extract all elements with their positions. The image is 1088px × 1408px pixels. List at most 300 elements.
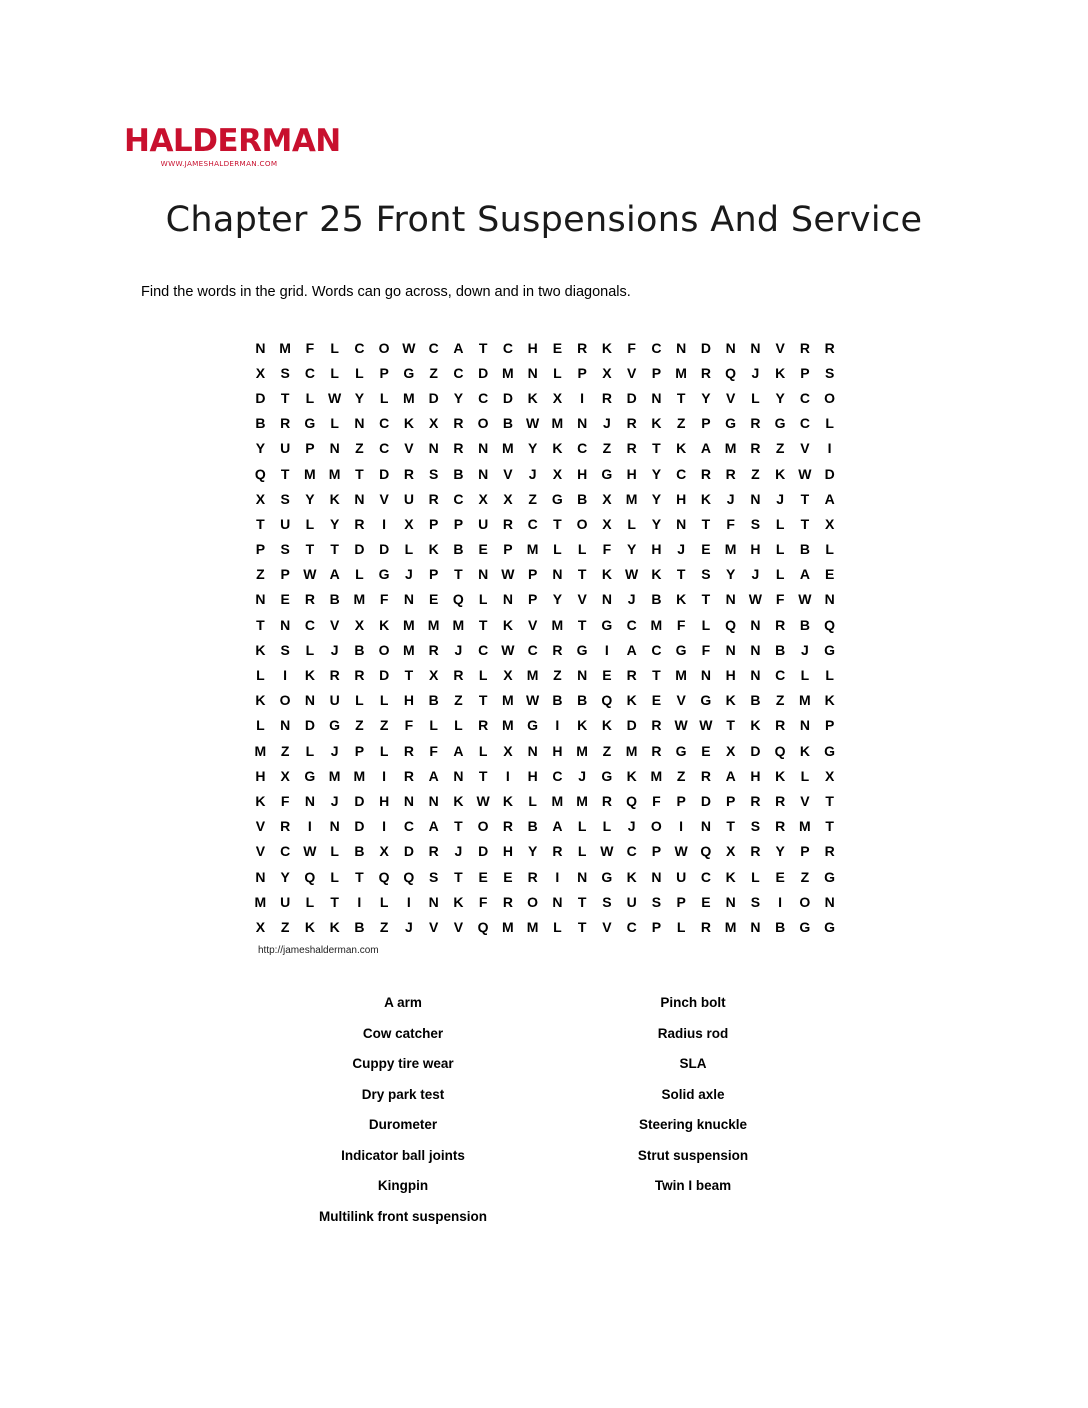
grid-cell: M (304, 465, 316, 482)
grid-cell: R (403, 465, 414, 482)
word-search-grid (248, 335, 842, 940)
grid-cell: N (280, 616, 291, 633)
word-list-item: Kingpin (377, 1178, 429, 1193)
grid-cell: F (379, 591, 389, 608)
grid-cell: S (651, 893, 662, 910)
grid-cell: Z (676, 767, 686, 784)
grid-cell: N (329, 818, 340, 835)
grid-cell: K (676, 591, 687, 608)
grid-cell: Q (774, 742, 786, 759)
grid-cell: J (800, 641, 809, 658)
halderman-logo (124, 123, 341, 168)
grid-cell: R (601, 792, 612, 809)
grid-cell: V (255, 843, 266, 860)
grid-cell: Z (256, 566, 265, 583)
grid-cell: E (602, 667, 612, 684)
grid-cell: N (824, 591, 835, 608)
grid-cell: Z (355, 440, 364, 457)
grid-cell: M (551, 616, 564, 633)
grid-cell: P (428, 515, 439, 532)
word-list-item: Radius rod (657, 1025, 729, 1041)
grid-cell: B (577, 490, 588, 507)
grid-cell: C (280, 843, 291, 860)
grid-cell: B (577, 692, 588, 709)
grid-cell: C (775, 667, 786, 684)
grid-cell: G (403, 364, 415, 381)
grid-cell: P (527, 566, 538, 583)
grid-cell: Q (725, 364, 737, 381)
grid-cell: L (751, 389, 760, 406)
grid-cell: M (551, 792, 564, 809)
grid-cell: C (453, 490, 464, 507)
grid-cell: R (626, 440, 637, 457)
grid-cell: K (255, 792, 266, 809)
grid-cell: L (800, 667, 810, 684)
grid-cell: R (552, 843, 563, 860)
grid-row (248, 385, 842, 410)
logo-website-text: WWW.JAMESHALDERMAN.COM (160, 159, 278, 168)
grid-cell: K (626, 692, 637, 709)
grid-cell: L (478, 667, 488, 684)
grid-cell: R (750, 440, 761, 457)
grid-cell: F (676, 616, 686, 633)
grid-cell: D (626, 389, 637, 406)
grid-cell: M (526, 667, 539, 684)
grid-cell: O (824, 389, 836, 406)
grid-cell: Z (280, 742, 290, 759)
grid-cell: M (403, 389, 415, 406)
grid-cell: R (527, 868, 538, 885)
grid-cell: V (775, 339, 785, 356)
grid-cell: B (775, 918, 786, 935)
grid-row (248, 889, 842, 914)
grid-cell: A (453, 339, 464, 356)
grid-cell: S (602, 893, 612, 910)
grid-cell: E (701, 541, 711, 558)
grid-cell: G (601, 465, 613, 482)
grid-cell: A (552, 818, 563, 835)
grid-cell: N (453, 767, 464, 784)
grid-cell: W (501, 566, 515, 583)
grid-cell: C (304, 616, 315, 633)
grid-cell: A (453, 742, 464, 759)
grid-cell: G (725, 415, 737, 432)
grid-cell: T (577, 616, 587, 633)
grid-cell: R (280, 415, 291, 432)
grid-cell: L (478, 742, 488, 759)
grid-row (248, 486, 842, 511)
grid-cell: L (355, 566, 364, 583)
grid-cell: S (280, 364, 290, 381)
grid-cell: Y (527, 843, 538, 860)
grid-cell: M (502, 692, 514, 709)
word-list (258, 988, 838, 1232)
grid-cell: H (725, 667, 736, 684)
grid-row (248, 914, 842, 939)
grid-cell: N (304, 692, 315, 709)
grid-cell: C (676, 465, 687, 482)
grid-cell: I (382, 818, 387, 835)
word-list-column-right (548, 988, 838, 1232)
grid-row (248, 738, 842, 763)
grid-cell: L (553, 918, 562, 935)
grid-cell: R (750, 792, 761, 809)
grid-cell: L (305, 893, 315, 910)
grid-cell: H (552, 742, 563, 759)
grid-cell: U (329, 692, 340, 709)
grid-cell: D (379, 667, 390, 684)
grid-cell: W (699, 717, 713, 734)
grid-cell: L (825, 667, 834, 684)
grid-row (248, 587, 842, 612)
grid-cell: R (428, 641, 439, 658)
grid-cell: R (750, 843, 761, 860)
grid-cell: K (379, 616, 390, 633)
grid-cell: Y (725, 566, 736, 583)
grid-cell: T (553, 515, 562, 532)
grid-cell: M (650, 616, 663, 633)
word-list-item: Cow catcher (362, 1025, 444, 1041)
grid-cell: D (824, 465, 835, 482)
grid-cell: R (651, 742, 662, 759)
grid-cell: B (453, 465, 464, 482)
grid-cell: Y (651, 515, 662, 532)
grid-cell: T (652, 440, 661, 457)
grid-cell: D (354, 541, 365, 558)
grid-cell: V (800, 440, 810, 457)
grid-cell: F (602, 541, 612, 558)
grid-cell: L (330, 339, 339, 356)
grid-cell: P (800, 843, 810, 860)
grid-cell: W (303, 843, 317, 860)
grid-cell: T (800, 515, 810, 532)
grid-cell: I (382, 515, 387, 532)
word-list-item: A arm (384, 995, 422, 1010)
grid-cell: H (750, 767, 761, 784)
grid-cell: A (700, 440, 711, 457)
grid-cell: O (477, 415, 489, 432)
grid-cell: W (328, 389, 342, 406)
grid-cell: T (478, 767, 488, 784)
grid-cell: V (329, 616, 340, 633)
grid-cell: R (403, 742, 414, 759)
grid-cell: X (602, 490, 612, 507)
grid-cell: K (700, 490, 711, 507)
grid-cell: T (577, 918, 587, 935)
grid-cell: J (776, 490, 785, 507)
grid-cell: N (552, 893, 563, 910)
grid-cell: S (750, 515, 761, 532)
grid-cell: K (255, 692, 266, 709)
grid-cell: F (404, 717, 414, 734)
grid-cell: K (799, 742, 810, 759)
grid-cell: M (452, 616, 465, 633)
grid-cell: T (280, 389, 290, 406)
grid-cell: N (255, 868, 266, 885)
grid-cell: K (329, 490, 340, 507)
grid-cell: P (676, 893, 686, 910)
grid-cell: K (651, 566, 662, 583)
grid-row (248, 814, 842, 839)
grid-cell: K (403, 415, 414, 432)
grid-cell: S (750, 818, 761, 835)
word-list-item: Solid axle (661, 1086, 725, 1102)
grid-cell: N (255, 339, 266, 356)
grid-cell: R (626, 667, 637, 684)
grid-cell: O (576, 515, 588, 532)
grid-cell: O (279, 692, 291, 709)
grid-cell: D (354, 792, 365, 809)
grid-source-url[interactable]: http://jameshalderman.com (258, 945, 379, 956)
grid-cell: P (800, 364, 810, 381)
grid-cell: X (255, 918, 266, 935)
grid-cell: S (824, 364, 835, 381)
word-list-item: Strut suspension (637, 1147, 749, 1163)
grid-cell: I (307, 818, 312, 835)
grid-row (248, 788, 842, 813)
grid-cell: T (825, 792, 834, 809)
grid-cell: R (428, 843, 439, 860)
grid-cell: P (453, 515, 464, 532)
grid-cell: J (751, 566, 760, 583)
grid-cell: P (651, 918, 662, 935)
grid-cell: T (577, 893, 587, 910)
grid-cell: N (428, 792, 439, 809)
grid-cell: W (798, 591, 812, 608)
grid-cell: L (478, 591, 488, 608)
grid-cell: X (552, 389, 563, 406)
grid-cell: W (748, 591, 762, 608)
grid-cell: J (578, 767, 587, 784)
grid-cell: L (553, 364, 562, 381)
grid-cell: R (354, 667, 365, 684)
grid-cell: W (625, 566, 639, 583)
grid-cell: S (280, 641, 290, 658)
grid-cell: J (454, 843, 463, 860)
grid-cell: G (700, 692, 712, 709)
grid-cell: D (379, 541, 390, 558)
grid-cell: N (403, 792, 414, 809)
grid-cell: R (304, 591, 315, 608)
grid-cell: L (825, 541, 834, 558)
grid-cell: Z (751, 465, 760, 482)
grid-cell: R (453, 667, 464, 684)
grid-cell: G (774, 415, 786, 432)
grid-cell: L (355, 692, 364, 709)
grid-cell: L (775, 541, 785, 558)
grid-cell: E (503, 868, 513, 885)
grid-cell: X (354, 616, 365, 633)
grid-cell: Z (454, 692, 463, 709)
grid-cell: M (576, 742, 588, 759)
grid-cell: U (478, 515, 489, 532)
grid-cell: C (379, 440, 390, 457)
grid-cell: J (330, 742, 339, 759)
grid-cell: G (304, 415, 316, 432)
grid-cell: Q (378, 868, 390, 885)
grid-cell: Q (824, 616, 836, 633)
grid-cell: M (625, 490, 638, 507)
grid-cell: G (551, 490, 563, 507)
grid-cell: N (725, 339, 736, 356)
grid-cell: P (428, 566, 439, 583)
grid-cell: D (354, 818, 365, 835)
grid-cell: L (800, 767, 810, 784)
grid-cell: H (750, 541, 761, 558)
grid-cell: M (502, 918, 514, 935)
grid-cell: B (354, 843, 365, 860)
grid-cell: N (601, 591, 612, 608)
grid-cell: S (280, 541, 290, 558)
grid-cell: L (330, 415, 339, 432)
grid-cell: V (527, 616, 538, 633)
grid-cell: R (552, 641, 563, 658)
grid-cell: T (726, 717, 735, 734)
grid-cell: V (428, 918, 439, 935)
page-title: Chapter 25 Front Suspensions And Service (165, 200, 923, 240)
grid-cell: D (700, 339, 711, 356)
grid-cell: C (403, 818, 414, 835)
grid-cell: M (724, 440, 737, 457)
grid-cell: I (604, 641, 609, 658)
grid-cell: G (799, 918, 811, 935)
grid-cell: I (382, 767, 387, 784)
grid-cell: R (453, 415, 464, 432)
grid-cell: I (406, 893, 411, 910)
word-list-item: Twin I beam (654, 1178, 732, 1193)
grid-cell: C (428, 339, 439, 356)
grid-cell: M (403, 641, 415, 658)
grid-cell: F (701, 641, 711, 658)
grid-cell: R (502, 515, 513, 532)
grid-cell: G (601, 616, 613, 633)
grid-cell: R (577, 339, 588, 356)
grid-cell: C (502, 339, 513, 356)
grid-cell: V (800, 792, 810, 809)
grid-cell: L (775, 515, 785, 532)
grid-cell: Q (403, 868, 415, 885)
grid-cell: P (354, 742, 365, 759)
grid-cell: C (651, 339, 662, 356)
grid-cell: X (552, 465, 563, 482)
grid-cell: L (305, 742, 315, 759)
grid-cell: P (280, 566, 290, 583)
grid-cell: Y (552, 591, 563, 608)
grid-cell: C (552, 767, 563, 784)
grid-cell: L (577, 818, 587, 835)
grid-cell: K (329, 918, 340, 935)
grid-cell: Q (601, 692, 613, 709)
grid-cell: V (676, 692, 686, 709)
grid-cell: D (304, 717, 315, 734)
grid-cell: V (379, 490, 389, 507)
grid-cell: N (329, 440, 340, 457)
grid-cell: V (602, 918, 612, 935)
grid-cell: N (750, 490, 761, 507)
grid-cell: V (255, 818, 266, 835)
grid-cell: X (280, 767, 290, 784)
grid-cell: T (454, 868, 463, 885)
grid-cell: J (528, 465, 537, 482)
grid-cell: K (626, 767, 637, 784)
grid-cell: L (256, 667, 265, 684)
grid-cell: H (527, 339, 538, 356)
grid-cell: N (700, 667, 711, 684)
grid-cell: G (824, 918, 836, 935)
grid-cell: L (305, 641, 315, 658)
grid-cell: Q (725, 616, 737, 633)
grid-cell: G (576, 641, 588, 658)
instructions-text: Find the words in the grid. Words can go across, down and in two diagonals. (141, 284, 631, 300)
grid-cell: S (701, 566, 711, 583)
grid-cell: C (304, 364, 315, 381)
grid-cell: T (478, 692, 488, 709)
grid-cell: R (700, 364, 711, 381)
grid-row (248, 637, 842, 662)
grid-row (248, 360, 842, 385)
grid-cell: C (478, 389, 489, 406)
grid-cell: T (355, 868, 364, 885)
grid-cell: J (330, 792, 339, 809)
grid-cell: L (553, 541, 562, 558)
grid-cell: G (675, 742, 687, 759)
grid-cell: Z (528, 490, 537, 507)
grid-cell: E (701, 742, 711, 759)
grid-cell: B (799, 616, 810, 633)
grid-cell: X (428, 667, 439, 684)
grid-cell: L (602, 818, 612, 835)
grid-cell: T (825, 818, 834, 835)
grid-cell: I (555, 717, 560, 734)
grid-cell: G (601, 767, 613, 784)
grid-cell: K (428, 541, 439, 558)
grid-cell: X (725, 742, 736, 759)
grid-cell: A (329, 566, 340, 583)
grid-cell: G (329, 717, 341, 734)
grid-cell: T (256, 515, 265, 532)
grid-cell: P (725, 792, 736, 809)
grid-cell: R (453, 440, 464, 457)
grid-cell: M (799, 818, 811, 835)
grid-cell: E (824, 566, 835, 583)
grid-cell: S (750, 893, 761, 910)
grid-cell: S (428, 465, 439, 482)
grid-cell: T (404, 667, 414, 684)
grid-cell: B (354, 641, 365, 658)
grid-cell: K (601, 717, 612, 734)
grid-cell: K (527, 389, 538, 406)
grid-cell: R (354, 515, 365, 532)
grid-cell: D (502, 389, 513, 406)
grid-cell: A (824, 490, 835, 507)
grid-cell: B (552, 692, 563, 709)
grid-cell: K (775, 767, 786, 784)
grid-row (248, 537, 842, 562)
grid-cell: K (304, 918, 315, 935)
grid-cell: O (378, 339, 390, 356)
grid-cell: N (280, 717, 291, 734)
grid-cell: Y (354, 389, 365, 406)
grid-cell: C (453, 364, 464, 381)
grid-cell: L (330, 868, 339, 885)
grid-cell: M (799, 692, 811, 709)
grid-cell: K (502, 616, 513, 633)
grid-row (248, 839, 842, 864)
grid-cell: P (379, 364, 389, 381)
grid-cell: M (279, 339, 291, 356)
grid-cell: P (701, 415, 711, 432)
grid-cell: N (354, 490, 365, 507)
